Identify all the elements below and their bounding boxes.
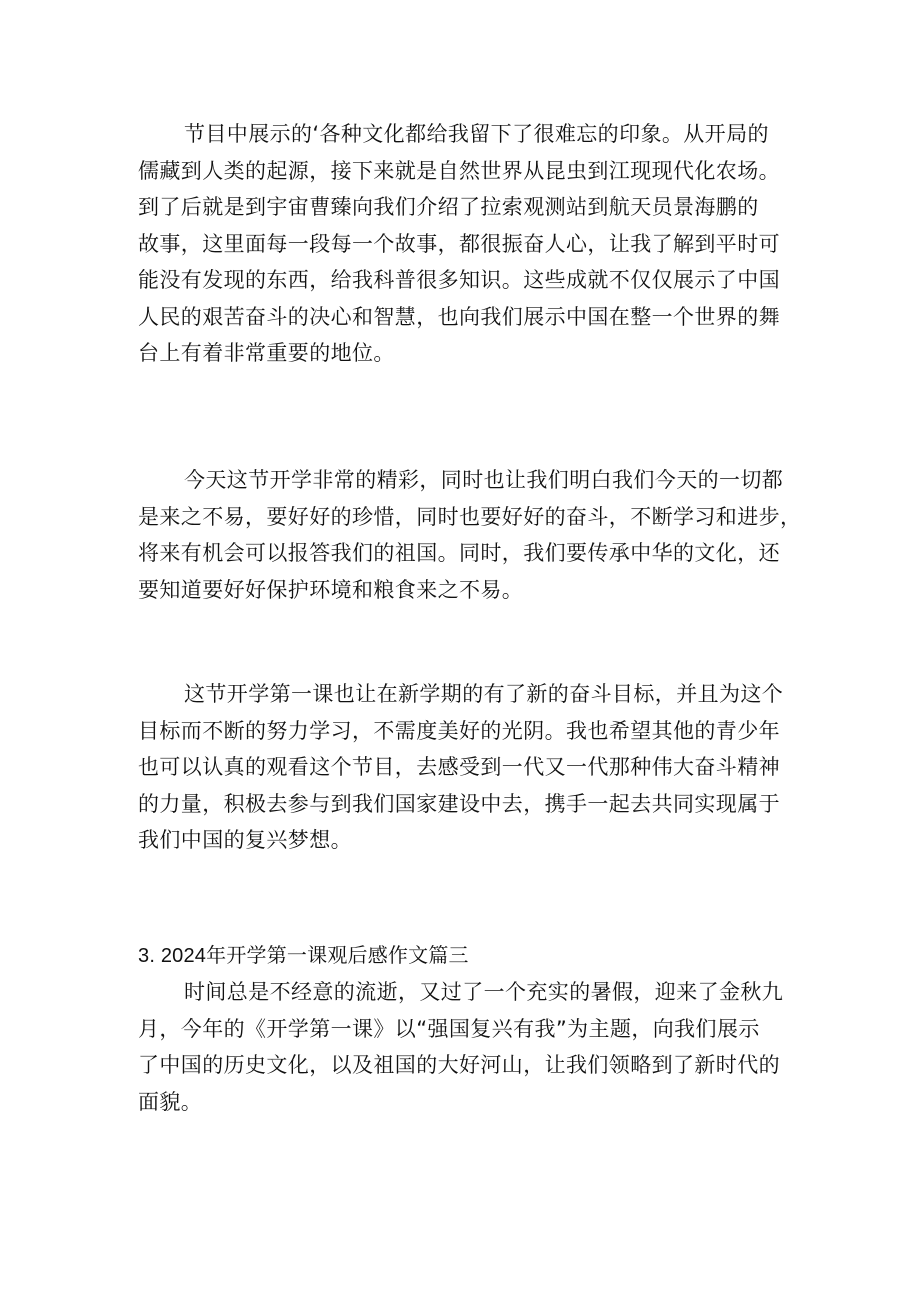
section-heading: 3. 2024年开学第一课观后感作文篇三 [138, 945, 469, 967]
paragraph-line: 台上有着非常重要的地位。 [138, 341, 395, 365]
section-paragraph [138, 974, 798, 1120]
paragraph-line: 也可以认真的观看这个节目，去感受到一代又一代那种伟大奋斗精神 [138, 755, 780, 779]
paragraph-line: 将来有机会可以报答我们的祖国。同时，我们要传承中华的文化，还 [138, 541, 780, 565]
paragraph-line: 了中国的历史文化，以及祖国的大好河山，让我们领略到了新时代的 [138, 1053, 780, 1077]
paragraph-line: 要知道要好好保护环境和粮食来之不易。 [138, 577, 524, 602]
paragraph-line: 节目中展示的‘各种文化都给我留下了很难忘的印象。从开局的 [184, 122, 769, 146]
paragraph-line: 到了后就是到宇宙曹臻向我们介绍了拉索观测站到航天员景海鹏的 [138, 195, 759, 219]
paragraph-line: 人民的艰苦奋斗的决心和智慧，也向我们展示中国在整一个世界的舞 [138, 304, 780, 329]
paragraph-line: 月，今年的《开学第一课》以“强国复兴有我”为主题，向我们展示 [138, 1016, 760, 1041]
paragraph-line: 目标而不断的努力学习，不需度美好的光阴。我也希望其他的青少年 [138, 718, 780, 743]
paragraph-line: 时间总是不经意的流逝，又过了一个充实的暑假，迎来了金秋九 [184, 980, 784, 1004]
paragraph-line: 这节开学第一课也让在新学期的有了新的奋斗目标，并且为这个 [184, 682, 784, 706]
paragraph-3 [138, 676, 798, 859]
paragraph-line: 我们中国的复兴梦想。 [138, 828, 352, 852]
paragraph-1 [138, 116, 798, 372]
paragraph-line: 故事，这里面每一段每一个故事，都很振奋人心，让我了解到平时可 [138, 231, 780, 256]
paragraph-line: 面貌。 [138, 1089, 203, 1114]
paragraph-line: 今天这节开学非常的精彩，同时也让我们明白我们今天的一切都 [184, 468, 784, 492]
paragraph-line: 能没有发现的东西，给我科普很多知识。这些成就不仅仅展示了中国 [138, 268, 780, 292]
paragraph-line: 儒藏到人类的起源，接下来就是自然世界从昆虫到江现现代化农场。 [138, 158, 780, 183]
paragraph-2 [138, 462, 802, 608]
paragraph-line: 是来之不易，要好好的珍惜，同时也要好好的奋斗，不断学习和进步， [138, 504, 802, 529]
paragraph-line: 的力量，积极去参与到我们国家建设中去，携手一起去共同实现属于 [138, 791, 780, 816]
